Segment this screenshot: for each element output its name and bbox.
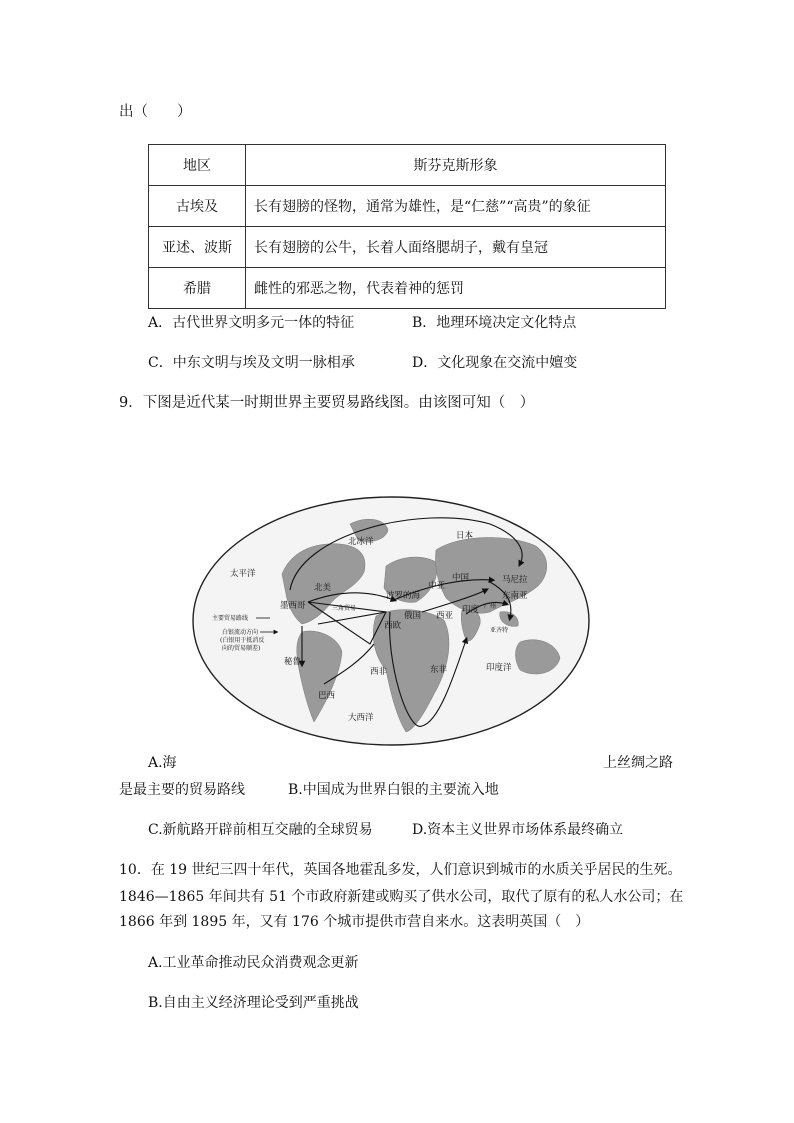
map-label-arctic: 北冰洋 [348, 537, 374, 547]
map-label-guangzhou: 广州 [484, 603, 497, 610]
map-label-china: 中国 [452, 573, 470, 583]
q8-option-c[interactable]: C．中东文明与埃及文明一脉相承 [148, 355, 355, 371]
map-label-japan: 日本 [456, 531, 474, 541]
q9-option-a-continued[interactable]: 是最主要的贸易路线 [119, 782, 245, 798]
q8-option-a[interactable]: A．古代世界文明多元一体的特征 [148, 315, 355, 331]
legend-title: 主要贸易路线 [212, 615, 249, 622]
map-label-east-africa: 东非 [430, 665, 448, 675]
table-row [149, 186, 666, 227]
table-cell-image: 长有翅膀的怪物，通常为雄性，是“仁慈”“高贵”的象征 [246, 186, 666, 227]
table-cell-region: 古埃及 [149, 186, 246, 227]
map-label-west-asia: 西亚 [436, 611, 454, 621]
q10-option-b[interactable]: B.自由主义经济理论受到严重挑战 [148, 995, 359, 1011]
map-label-central-asia: 中亚 [428, 581, 446, 591]
table-header-region: 地区 [149, 145, 246, 186]
table-cell-image: 长有翅膀的公牛，长着人面络腮胡子，戴有皇冠 [246, 227, 666, 268]
q8-table [148, 144, 666, 309]
q9-option-c[interactable]: C.新航路开辟前相互交融的全球贸易 [148, 822, 373, 838]
map-label-western-europe: 西欧 [384, 621, 402, 631]
legend-line-3: 向的贸易顺差) [222, 645, 261, 652]
map-label-russia: 俄国 [404, 611, 422, 621]
table-header-row [149, 145, 666, 186]
q9-option-d[interactable]: D.资本主义世界市场体系最终确立 [412, 822, 624, 838]
q10-stem-line-3: 1866 年到 1895 年，又有 176 个城市提供市营自来水。这表明英国（ ） [119, 914, 590, 930]
map-label-southeast-asia: 东南亚 [502, 591, 528, 601]
q9-stem: 9．下图是近代某一时期世界主要贸易路线图。由该图可知（ ） [119, 395, 535, 411]
map-label-indian-ocean: 印度洋 [486, 663, 512, 673]
q10-stem-line-2: 1846—1865 年间共有 51 个市政府新建或购买了供水公司，取代了原有的私人水公司；在 [119, 889, 684, 905]
table-header-image: 斯芬克斯形象 [246, 145, 666, 186]
map-label-peru: 秘鲁 [284, 657, 302, 667]
table-row [149, 227, 666, 268]
map-label-mexico: 墨西哥 [280, 601, 306, 611]
map-label-manila: 马尼拉 [502, 575, 528, 585]
table-cell-image: 雌性的邪恶之物，代表着神的惩罚 [246, 268, 666, 309]
map-label-atlantic: 大西洋 [348, 713, 374, 723]
legend-line-2: (白银用于抵消反 [220, 637, 265, 644]
map-label-aceh: 亚齐特 [490, 627, 509, 634]
table-row [149, 268, 666, 309]
q8-option-b[interactable]: B．地理环境决定文化特点 [412, 315, 577, 331]
q8-option-d[interactable]: D．文化现象在交流中嬗变 [412, 355, 578, 371]
q10-option-a[interactable]: A.工业革命推动民众消费观念更新 [148, 955, 359, 971]
map-label-baltic: 波罗的海 [386, 591, 421, 601]
q9-option-b[interactable]: B.中国成为世界白银的主要流入地 [288, 782, 499, 798]
map-label-pacific: 太平洋 [230, 569, 256, 579]
map-label-west-africa: 西非 [370, 667, 388, 677]
table-cell-region: 希腊 [149, 268, 246, 309]
legend-line-1: 白银流动方向 [222, 629, 259, 636]
map-label-india: 印度 [462, 605, 480, 615]
map-label-north-america: 北美 [314, 583, 332, 593]
q10-stem-line-1: 10．在 19 世纪三四十年代，英国各地霍乱多发，人们意识到城市的水质关乎居民的生死。 [119, 862, 682, 878]
table-cell-region: 亚述、波斯 [149, 227, 246, 268]
q8-stem-end: 出（ ） [119, 104, 192, 120]
q9-option-a-end[interactable]: 上丝绸之路 [603, 755, 673, 771]
world-trade-route-map [190, 494, 592, 748]
map-label-triangle-trade: 三角贸易 [332, 605, 357, 612]
map-label-brazil: 巴西 [318, 691, 336, 701]
q9-option-a-start[interactable]: A.海 [148, 755, 177, 771]
